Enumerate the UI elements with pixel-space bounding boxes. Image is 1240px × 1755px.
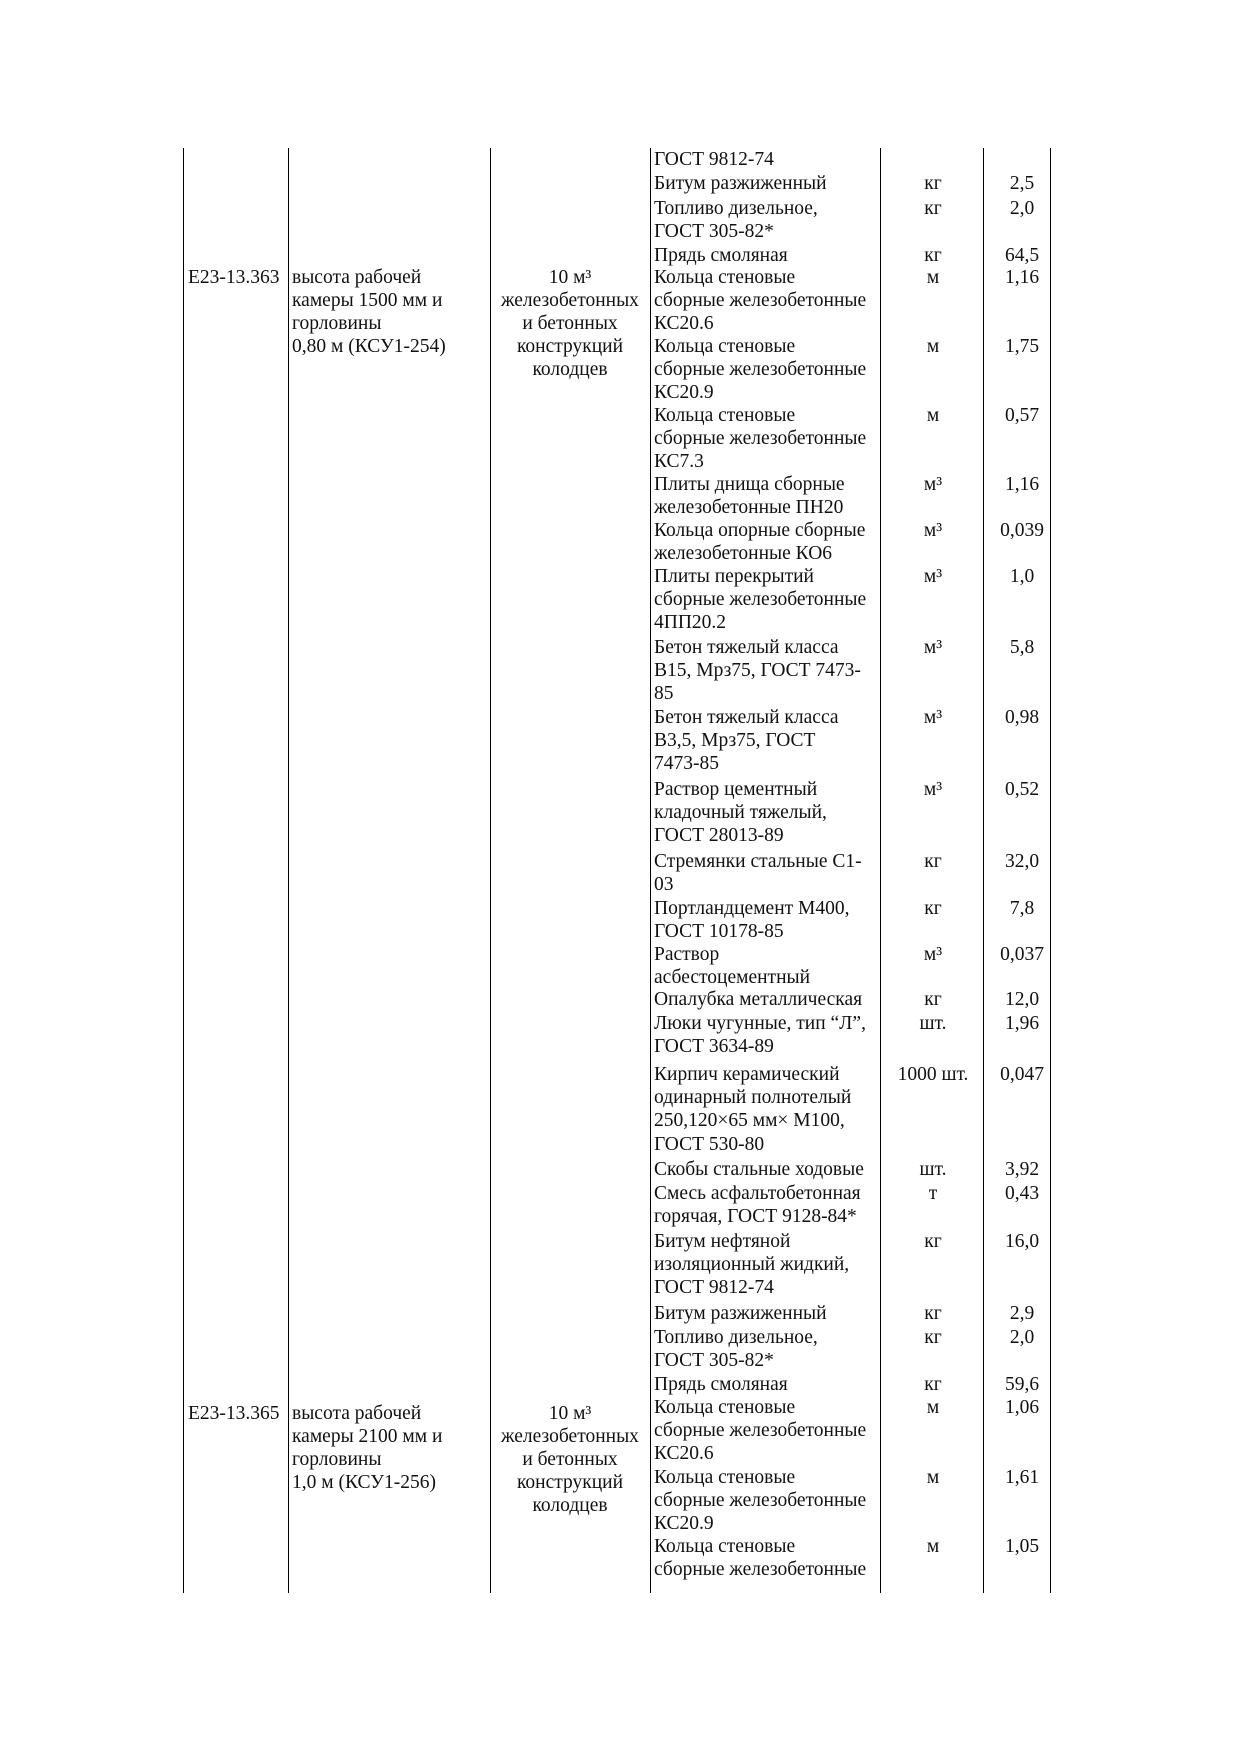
resource-name-line: Кольца стеновые (654, 1536, 796, 1557)
entry-description-line: горловины (292, 313, 382, 334)
entry-code: Е23-13.365 (188, 1403, 280, 1424)
resource-name-line: Прядь смоляная (654, 1374, 788, 1395)
resource-unit: м³ (923, 520, 943, 541)
resource-quantity: 12,0 (1004, 989, 1040, 1010)
resource-unit: м (926, 405, 940, 426)
resource-quantity: 0,039 (1000, 520, 1044, 541)
resource-name-line: Плиты перекрытий (654, 566, 814, 587)
resource-unit: кг (924, 851, 942, 872)
entry-description-line: камеры 1500 мм и (292, 290, 443, 311)
resource-quantity: 7,8 (1009, 898, 1035, 919)
resource-unit: м (926, 1536, 940, 1557)
resource-name-line: В15, Мрз75, ГОСТ 7473- (654, 660, 861, 681)
resource-unit: кг (924, 1374, 942, 1395)
entry-measure-line: железобетонных (501, 290, 639, 311)
resource-quantity: 0,037 (1000, 944, 1044, 965)
resource-unit: м³ (923, 637, 943, 658)
resource-name-line: Кольца стеновые (654, 405, 796, 426)
resource-unit: 1000 шт. (897, 1064, 969, 1085)
column-rule-left (183, 148, 184, 1593)
entry-code: Е23-13.363 (188, 267, 280, 288)
resource-name-line: сборные железобетонные (654, 359, 867, 380)
resource-unit: шт. (919, 1159, 947, 1180)
resource-quantity: 16,0 (1004, 1231, 1040, 1252)
resource-name-line: горячая, ГОСТ 9128-84* (654, 1206, 857, 1227)
resource-quantity: 1,96 (1004, 1013, 1040, 1034)
resource-name-line: ГОСТ 3634-89 (654, 1036, 774, 1057)
entry-measure-line: и бетонных (522, 1449, 618, 1470)
entry-measure-line: железобетонных (501, 1426, 639, 1447)
resource-name-line: железобетонные КО6 (654, 543, 833, 564)
column-rule-unit (983, 148, 984, 1593)
resource-unit: м (926, 1467, 940, 1488)
resource-name-line: одинарный полнотелый (654, 1087, 852, 1108)
entry-measure-line (494, 266, 646, 289)
resource-unit: кг (924, 1303, 942, 1324)
resource-name-line: Раствор цементный (654, 779, 818, 800)
resource-name-line: КС7.3 (654, 451, 704, 472)
entry-measure-line: колодцев (532, 359, 608, 380)
resource-unit: кг (924, 198, 942, 219)
resource-unit: кг (924, 989, 942, 1010)
resource-name-line: сборные железобетонные (654, 589, 867, 610)
resource-quantity: 1,16 (1004, 474, 1040, 495)
resource-quantity: 64,5 (1004, 245, 1040, 266)
column-rule-code (288, 148, 289, 1593)
resource-name-line: Кольца стеновые (654, 1467, 796, 1488)
resource-name-line: сборные железобетонные (654, 428, 867, 449)
resource-quantity: 2,5 (1009, 173, 1035, 194)
resource-unit: м (926, 1397, 940, 1418)
resource-name-line: Битум разжиженный (654, 173, 827, 194)
entry-description-line: 1,0 м (КСУ1-256) (292, 1472, 437, 1493)
entry-description-line: камеры 2100 мм и (292, 1426, 443, 1447)
resource-unit: шт. (919, 1013, 947, 1034)
entry-description-line: высота рабочей (292, 1403, 422, 1424)
resource-quantity: 3,92 (1004, 1159, 1040, 1180)
resource-quantity: 2,0 (1009, 198, 1035, 219)
resource-name-line: ГОСТ 305-82* (654, 1350, 774, 1371)
resource-unit: м³ (923, 707, 943, 728)
measure-unit: 10 м³ (548, 1403, 592, 1424)
resource-name-line: Портландцемент М400, (654, 898, 850, 919)
resource-name-line: сборные железобетонные (654, 290, 867, 311)
resource-quantity: 1,61 (1004, 1467, 1040, 1488)
resource-name-line: ГОСТ 9812-74 (654, 1277, 774, 1298)
resource-name-line: Скобы стальные ходовые (654, 1159, 864, 1180)
column-rule-desc (490, 148, 491, 1593)
resource-unit: м (926, 267, 940, 288)
resource-name-line: Люки чугунные, тип “Л”, (654, 1013, 866, 1034)
resource-unit: м³ (923, 566, 943, 587)
resource-name-line: Плиты днища сборные (654, 474, 845, 495)
entry-description-line: 0,80 м (КСУ1-254) (292, 336, 446, 357)
resource-unit: кг (924, 1327, 942, 1348)
resource-quantity: 1,05 (1004, 1536, 1040, 1557)
resource-name-line: железобетонные ПН20 (654, 497, 844, 518)
resource-unit: т (928, 1183, 938, 1204)
resource-name-line: ГОСТ 10178-85 (654, 921, 784, 942)
resource-name-line: сборные железобетонные (654, 1420, 867, 1441)
resource-name-line: Топливо дизельное, (654, 198, 818, 219)
resource-name-line: Кольца опорные сборные (654, 520, 866, 541)
resource-name-line: кладочный тяжелый, (654, 802, 827, 823)
resource-name-line: сборные железобетонные (654, 1490, 867, 1511)
resource-unit: кг (924, 245, 942, 266)
resource-unit: м³ (923, 779, 943, 800)
resource-name-line: изоляционный жидкий, (654, 1254, 850, 1275)
resource-quantity: 0,57 (1004, 405, 1040, 426)
resource-quantity: 1,06 (1004, 1397, 1040, 1418)
resource-unit: м (926, 336, 940, 357)
entry-measure-line: колодцев (532, 1495, 608, 1516)
resource-name-line: асбестоцементный (654, 967, 811, 988)
resource-name-line: Бетон тяжелый класса (654, 707, 839, 728)
resource-name-line: 4ПП20.2 (654, 612, 727, 633)
resource-quantity: 0,98 (1004, 707, 1040, 728)
entry-measure-line: и бетонных (522, 313, 618, 334)
resource-unit: кг (924, 173, 942, 194)
resource-name-line: Кольца стеновые (654, 267, 796, 288)
resource-name-line: Топливо дизельное, (654, 1327, 818, 1348)
resource-name-line: ГОСТ 305-82* (654, 221, 774, 242)
resource-name-line: 250,120×65 мм× М100, (654, 1110, 845, 1131)
resource-quantity: 1,0 (1009, 566, 1035, 587)
resource-name-line: 85 (654, 683, 674, 704)
resource-name-line: ГОСТ 28013-89 (654, 825, 784, 846)
resource-name-line: 03 (654, 874, 674, 895)
resource-quantity: 32,0 (1004, 851, 1040, 872)
entry-measure-line: конструкций (516, 1472, 624, 1493)
resource-quantity: 2,0 (1009, 1327, 1035, 1348)
entry-measure-line (494, 1402, 646, 1425)
resource-unit: м³ (923, 944, 943, 965)
resource-name-line: КС20.6 (654, 313, 714, 334)
resource-quantity: 0,43 (1004, 1183, 1040, 1204)
resource-name-line: В3,5, Мрз75, ГОСТ (654, 730, 816, 751)
resource-name-line: Опалубка металлическая (654, 989, 863, 1010)
resource-quantity: 0,52 (1004, 779, 1040, 800)
resource-quantity: 59,6 (1004, 1374, 1040, 1395)
resource-name-line: Кольца стеновые (654, 1397, 796, 1418)
resource-name-line: Битум нефтяной (654, 1231, 791, 1252)
column-rule-resource (880, 148, 881, 1593)
resource-name-line: КС20.9 (654, 1513, 714, 1534)
resource-name-line: КС20.9 (654, 382, 714, 403)
resource-quantity: 1,16 (1004, 267, 1040, 288)
resource-name-line: ГОСТ 9812-74 (654, 149, 774, 170)
resource-name-line: Бетон тяжелый класса (654, 637, 839, 658)
resource-quantity: 5,8 (1009, 637, 1035, 658)
measure-unit: 10 м³ (548, 267, 592, 288)
resource-name-line: Прядь смоляная (654, 245, 788, 266)
resource-unit: кг (924, 898, 942, 919)
resource-name-line: ГОСТ 530-80 (654, 1134, 765, 1155)
resource-name-line: Кирпич керамический (654, 1064, 840, 1085)
resource-name-line: Кольца стеновые (654, 336, 796, 357)
resource-name-line: КС20.6 (654, 1443, 714, 1464)
entry-description-line: горловины (292, 1449, 382, 1470)
resource-name-line: Смесь асфальтобетонная (654, 1183, 861, 1204)
resource-name-line: Раствор (654, 944, 720, 965)
resource-name-line: Стремянки стальные С1- (654, 851, 862, 872)
resource-quantity: 1,75 (1004, 336, 1040, 357)
resource-unit: кг (924, 1231, 942, 1252)
resource-name-line: сборные железобетонные (654, 1559, 867, 1580)
entry-description-line: высота рабочей (292, 267, 422, 288)
column-rule-meas (650, 148, 651, 1593)
resource-quantity: 2,9 (1009, 1303, 1035, 1324)
resource-name-line: Битум разжиженный (654, 1303, 827, 1324)
resource-name-line: 7473-85 (654, 753, 719, 774)
resource-unit: м³ (923, 474, 943, 495)
resource-quantity: 0,047 (1000, 1064, 1044, 1085)
entry-measure-line: конструкций (516, 336, 624, 357)
